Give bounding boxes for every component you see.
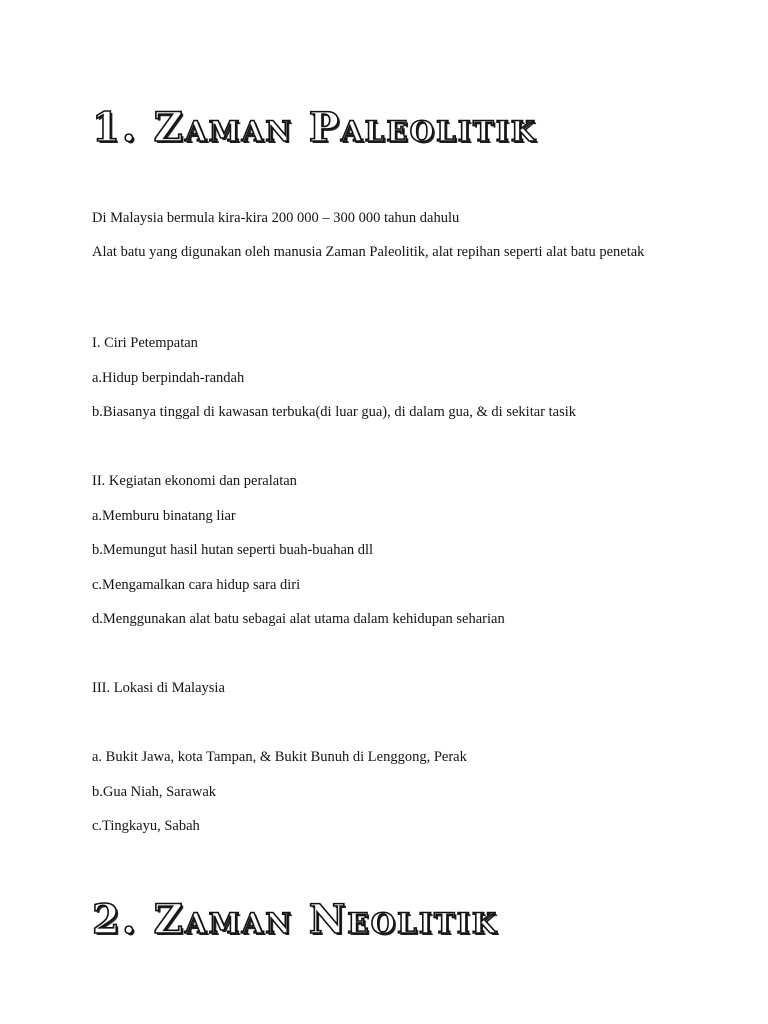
ciri-petempatan-heading: I. Ciri Petempatan <box>92 335 198 351</box>
intro-line-1: Di Malaysia bermula kira-kira 200 000 – 300 000 tahun dahulu <box>92 210 460 226</box>
kegiatan-ekonomi-item-a: a.Memburu binatang liar <box>92 508 236 524</box>
kegiatan-ekonomi-heading: II. Kegiatan ekonomi dan peralatan <box>92 473 297 489</box>
ciri-petempatan-item-a: a.Hidup berpindah-randah <box>92 370 245 386</box>
intro-line-2: Alat batu yang digunakan oleh manusia Zaman Paleolitik, alat repihan seperti alat batu penetak <box>92 244 645 260</box>
section-2-heading: 2. Zaman Neolitik <box>92 896 499 943</box>
kegiatan-ekonomi-item-b: b.Memungut hasil hutan seperti buah-buahan dll <box>92 542 374 558</box>
lokasi-item-a: a. Bukit Jawa, kota Tampan, & Bukit Bunuh di Lenggong, Perak <box>92 749 467 765</box>
lokasi-item-b: b.Gua Niah, Sarawak <box>92 784 217 800</box>
kegiatan-ekonomi-item-d: d.Menggunakan alat batu sebagai alat utama dalam kehidupan seharian <box>92 611 505 627</box>
kegiatan-ekonomi-item-c: c.Mengamalkan cara hidup sara diri <box>92 577 301 593</box>
section-1-heading: 1. Zaman Paleolitik <box>92 104 538 151</box>
lokasi-heading: III. Lokasi di Malaysia <box>92 680 225 696</box>
ciri-petempatan-item-b: b.Biasanya tinggal di kawasan terbuka(di luar gua), di dalam gua, & di sekitar tasik <box>92 404 577 420</box>
lokasi-item-c: c.Tingkayu, Sabah <box>92 818 200 834</box>
